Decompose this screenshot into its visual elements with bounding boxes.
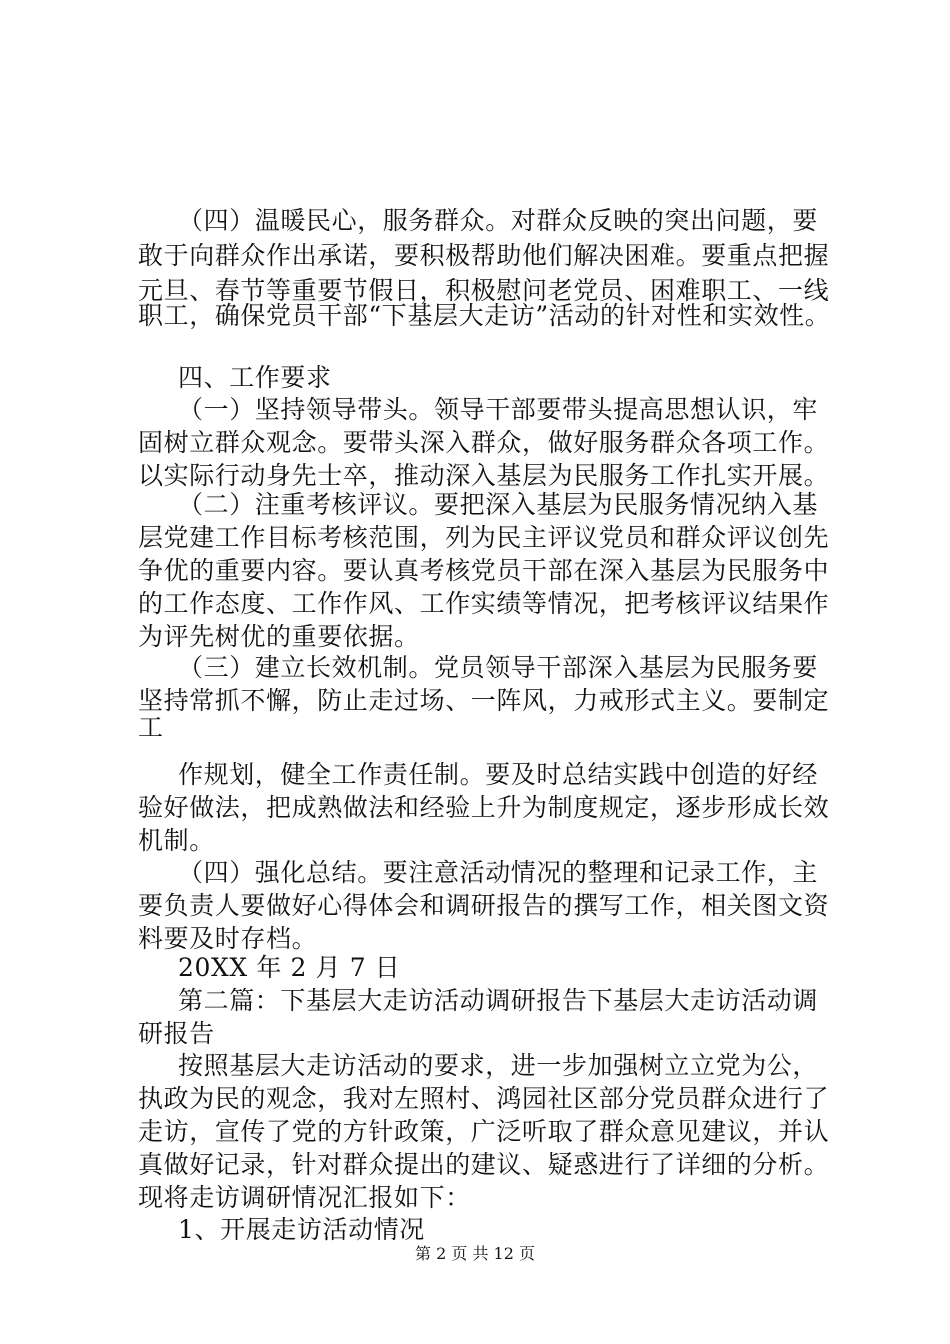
paragraph-line: 真做好记录，针对群众提出的建议、疑惑进行了详细的分析。 [138, 1150, 830, 1179]
paragraph-line: 作规划，健全工作责任制。要及时总结实践中创造的好经 [178, 760, 819, 789]
paragraph-line: 工 [138, 713, 164, 742]
paragraph-line: 要负责人要做好心得体会和调研报告的撰写工作，相关图文资 [138, 891, 830, 920]
paragraph-line: 争优的重要内容。要认真考核党员干部在深入基层为民服务中 [138, 556, 830, 585]
paragraph-line: 元旦、春节等重要节假日，积极慰问老党员、困难职工、一线 [138, 276, 830, 305]
paragraph-line: 坚持常抓不懈，防止走过场、一阵风，力戒形式主义。要制定 [138, 686, 830, 715]
section-heading: 四、工作要求 [178, 363, 332, 392]
paragraph-line: 层党建工作目标考核范围，列为民主评议党员和群众评议创先 [138, 523, 830, 552]
paragraph-line: 职工，确保党员干部“下基层大走访”活动的针对性和实效性。 [138, 301, 831, 330]
page-footer: 第 2 页 共 12 页 [415, 1244, 535, 1263]
paragraph-line: 走访，宣传了党的方针政策，广泛听取了群众意见建议，并认 [138, 1117, 830, 1146]
paragraph-line: （一）坚持领导带头。领导干部要带头提高思想认识，牢 [178, 395, 819, 424]
paragraph-line: 以实际行动身先士卒，推动深入基层为民服务工作扎实开展。 [138, 461, 830, 490]
paragraph-line: 为评先树优的重要依据。 [138, 622, 420, 651]
paragraph-line: 执政为民的观念，我对左照村、鸿园社区部分党员群众进行了 [138, 1084, 830, 1113]
section-heading: 1、开展走访活动情况 [178, 1215, 425, 1244]
paragraph-line: 第二篇：下基层大走访活动调研报告下基层大走访活动调 [178, 986, 819, 1015]
paragraph-line: 现将走访调研情况汇报如下： [138, 1183, 471, 1212]
paragraph-line: （四）温暖民心，服务群众。对群众反映的突出问题，要 [178, 206, 819, 235]
paragraph-line: （二）注重考核评议。要把深入基层为民服务情况纳入基 [178, 490, 819, 519]
paragraph-line: 的工作态度、工作作风、工作实绩等情况，把考核评议结果作 [138, 589, 830, 618]
paragraph-line: （三）建立长效机制。党员领导干部深入基层为民服务要 [178, 653, 819, 682]
paragraph-line: 机制。 [138, 826, 215, 855]
paragraph-line: （四）强化总结。要注意活动情况的整理和记录工作，主 [178, 858, 819, 887]
paragraph-line: 验好做法，把成熟做法和经验上升为制度规定，逐步形成长效 [138, 793, 830, 822]
document-date: 20XX 年 2 月 7 日 [178, 953, 401, 982]
paragraph-line: 固树立群众观念。要带头深入群众，做好服务群众各项工作。 [138, 428, 830, 457]
paragraph-line: 研报告 [138, 1019, 215, 1048]
paragraph-line: 按照基层大走访活动的要求，进一步加强树立立党为公， [178, 1051, 819, 1080]
paragraph-line: 料要及时存档。 [138, 924, 318, 953]
paragraph-line: 敢于向群众作出承诺，要积极帮助他们解决困难。要重点把握 [138, 241, 830, 270]
